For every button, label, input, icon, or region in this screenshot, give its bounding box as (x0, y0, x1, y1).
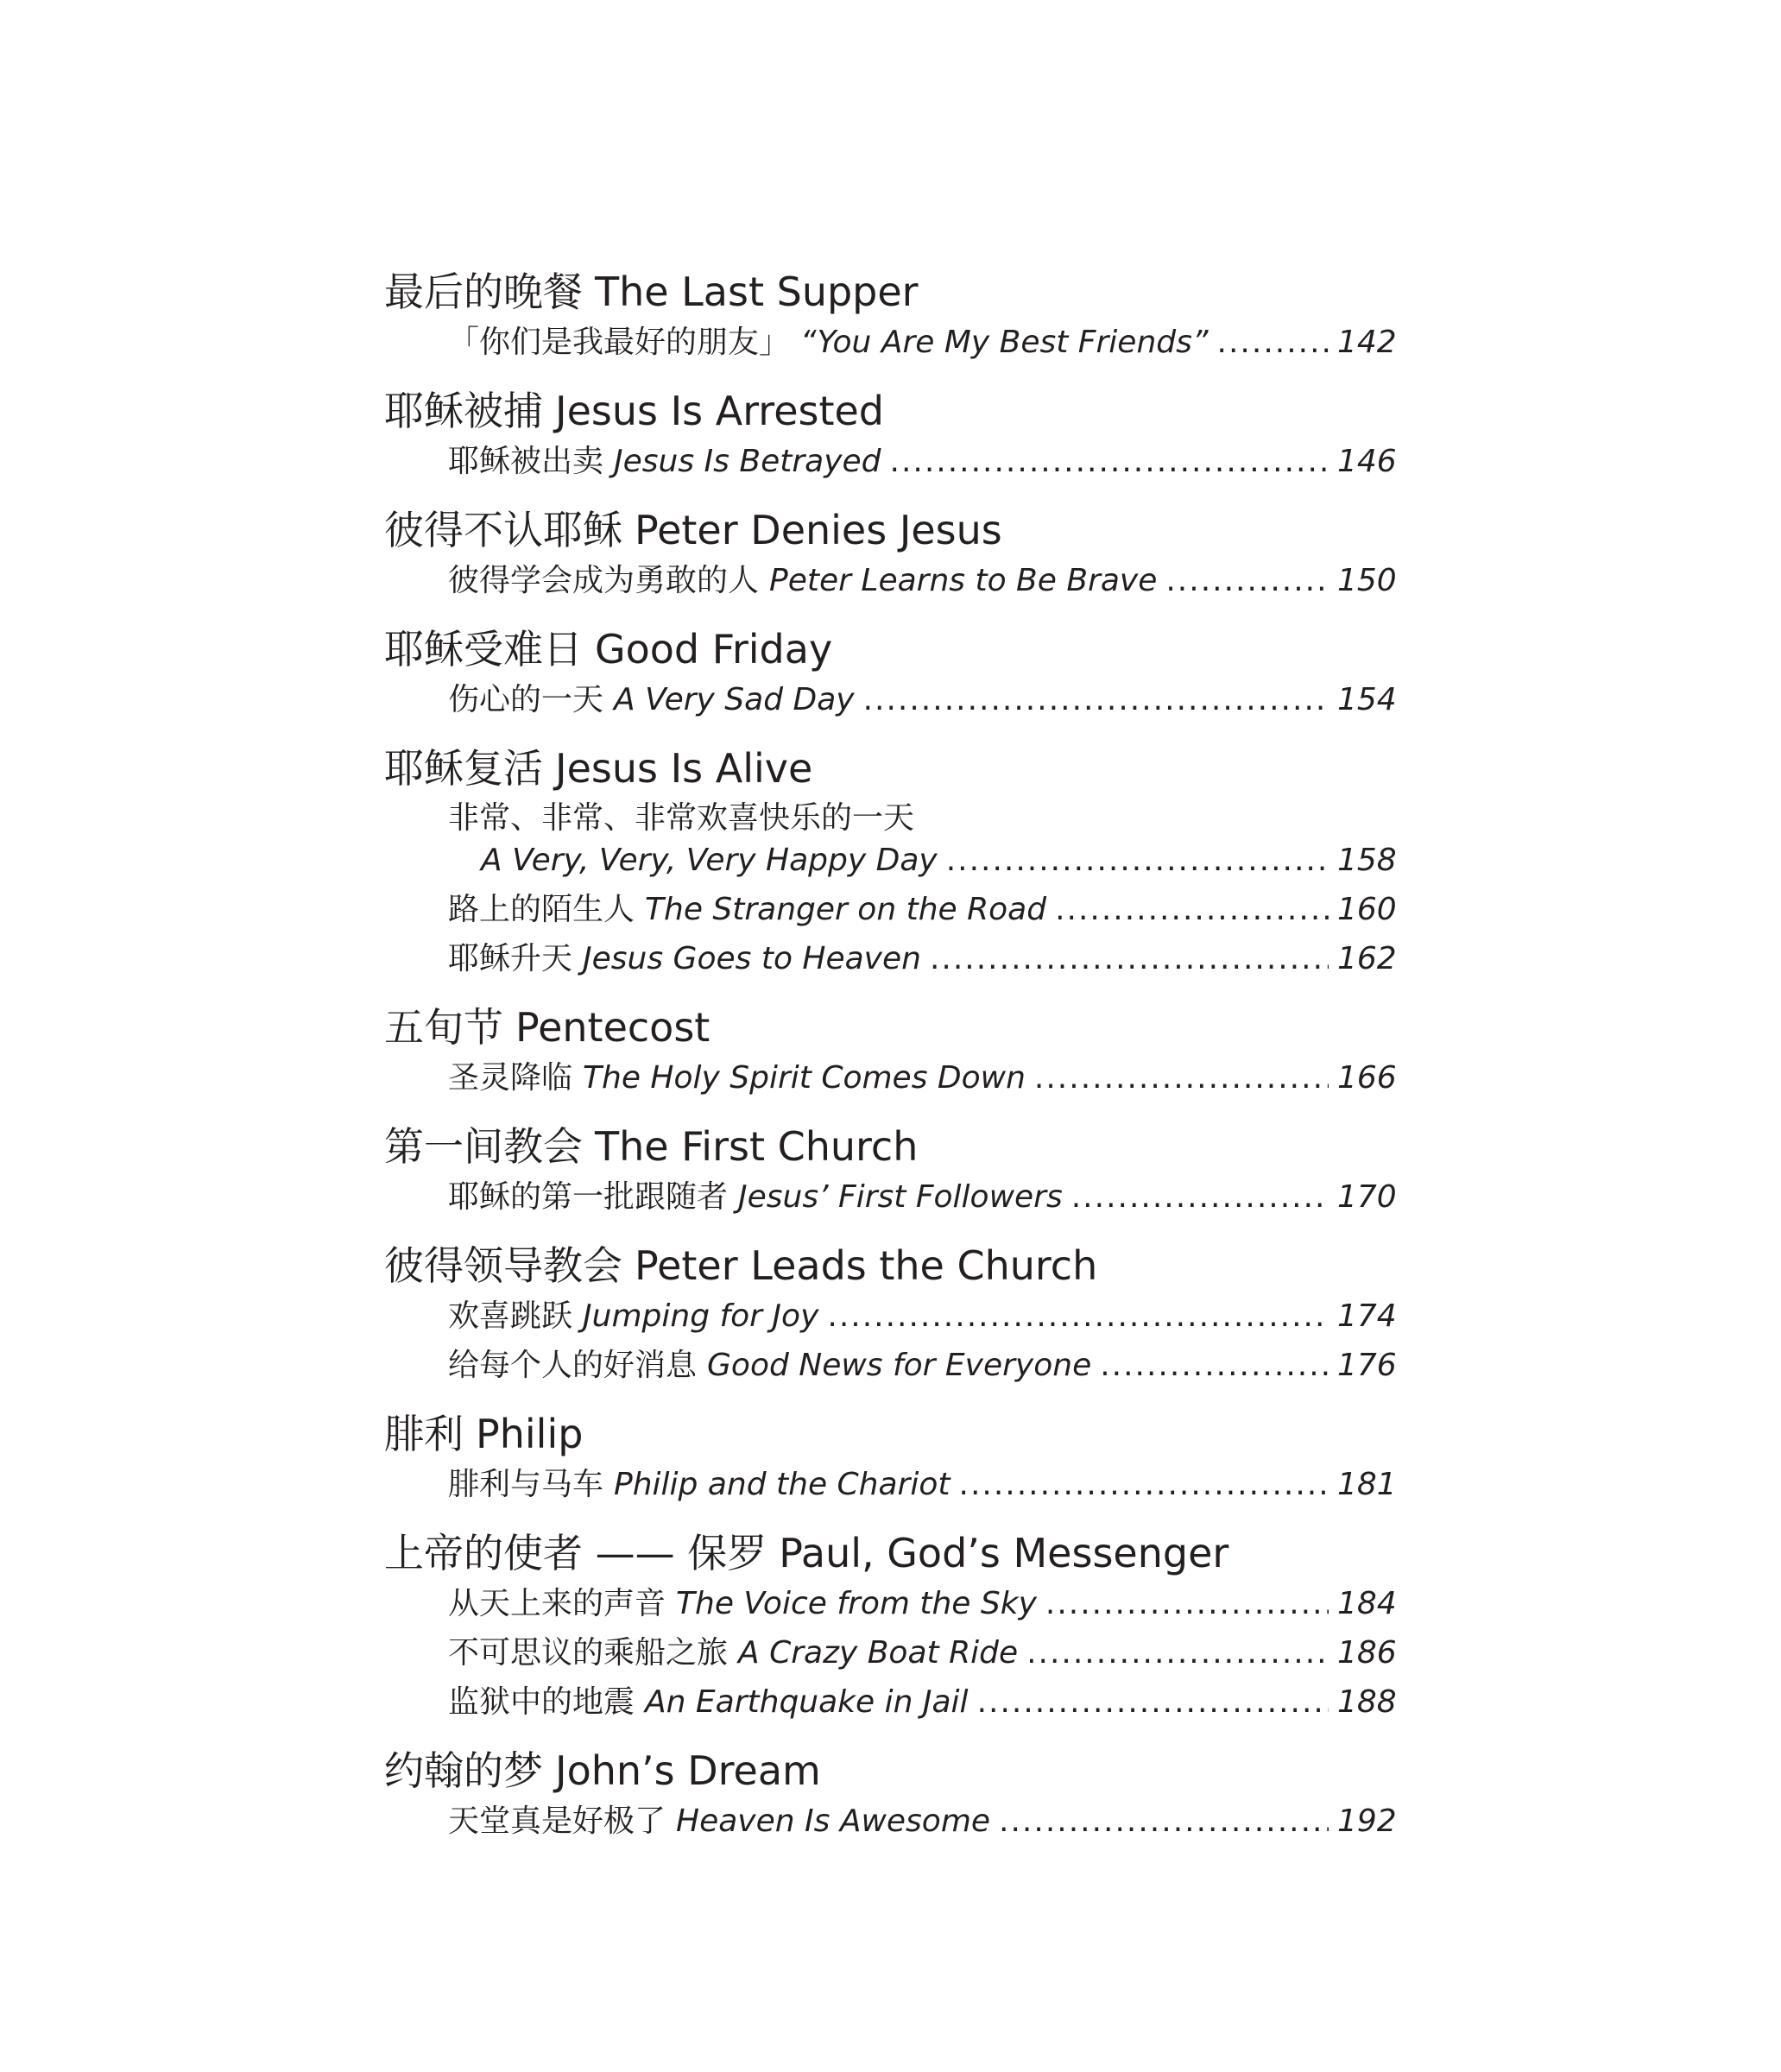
section-title-zh: 彼得不认耶稣 (384, 507, 622, 553)
section-title-zh: 最后的晚餐 (384, 268, 583, 315)
section-title (384, 1122, 1394, 1171)
toc-section (384, 1747, 1397, 1842)
dot-leader (863, 679, 1329, 721)
toc-entry[interactable] (384, 1582, 1397, 1625)
section-title (384, 1747, 1394, 1795)
section-title-zh: 上帝的使者 —— 保罗 (384, 1530, 767, 1576)
page-number: 146 (1337, 444, 1397, 479)
toc-entry[interactable] (384, 839, 1397, 881)
dot-leader (827, 1295, 1329, 1337)
dot-leader (959, 1463, 1329, 1506)
section-title-en: Jesus Is Alive (555, 745, 813, 792)
toc-section (384, 1122, 1397, 1218)
section-title-en: Philip (476, 1411, 584, 1457)
page-number: 166 (1337, 1060, 1397, 1096)
section-title (384, 1529, 1394, 1577)
page-number: 160 (1337, 892, 1397, 927)
entry-title-en: Heaven Is Awesome (676, 1804, 991, 1839)
dot-leader (1026, 1632, 1329, 1674)
section-title-en: Peter Denies Jesus (635, 507, 1002, 553)
section-title-en: The Last Supper (595, 268, 919, 315)
entry-title-en: A Very, Very, Very Happy Day (481, 843, 938, 878)
entry-title-en: The Voice from the Sky (676, 1586, 1037, 1621)
entry-title-zh: 路上的陌生人 (448, 892, 635, 927)
dot-leader (946, 839, 1329, 881)
section-title-en: Paul, God’s Messenger (779, 1530, 1229, 1576)
entry-title-zh: 耶稣升天 (448, 941, 573, 976)
toc-entry[interactable] (384, 1176, 1397, 1218)
entry-title-en: A Very Sad Day (614, 682, 855, 717)
page-number: 162 (1337, 941, 1397, 976)
page-number: 158 (1337, 843, 1397, 878)
toc-entry[interactable] (384, 1463, 1397, 1506)
entry-title-zh: 不可思议的乘船之旅 (448, 1635, 729, 1671)
toc-entry[interactable] (384, 938, 1397, 980)
entry-title-en: Peter Learns to Be Brave (769, 563, 1158, 598)
dot-leader (1071, 1176, 1329, 1218)
toc-entry[interactable] (384, 440, 1397, 483)
toc-entry[interactable] (384, 321, 1397, 363)
section-title (384, 387, 1394, 435)
section-title-zh: 腓利 (384, 1411, 464, 1457)
page-number: 174 (1337, 1298, 1397, 1334)
section-title-en: Pentecost (515, 1004, 711, 1051)
entry-title-zh: 给每个人的好消息 (448, 1348, 698, 1383)
dot-leader (1100, 1344, 1329, 1387)
toc-entry[interactable] (384, 888, 1397, 931)
entry-title-en: Jesus’ First Followers (738, 1179, 1063, 1215)
dot-leader (1055, 888, 1329, 931)
toc-entry[interactable] (384, 1295, 1397, 1337)
dot-leader (890, 440, 1329, 483)
dot-leader (1034, 1057, 1329, 1099)
entry-title-zh: 监狱中的地震 (448, 1684, 635, 1720)
toc-section (384, 1410, 1397, 1506)
dot-leader (930, 938, 1329, 980)
section-title-zh: 彼得领导教会 (384, 1242, 622, 1289)
dot-leader (999, 1800, 1329, 1842)
entry-title-zh: 腓利与马车 (448, 1467, 604, 1502)
entry-title-en: Jesus Is Betrayed (614, 444, 881, 479)
toc-entry[interactable] (384, 1681, 1397, 1723)
section-title-en: Peter Leads the Church (635, 1242, 1098, 1289)
section-title-en: Good Friday (595, 626, 833, 673)
entry-title-zh: 天堂真是好极了 (448, 1804, 666, 1839)
dot-leader (1165, 559, 1329, 602)
section-title (384, 1003, 1394, 1052)
entry-title-zh: 圣灵降临 (448, 1060, 573, 1096)
entry-title-en: Good News for Everyone (707, 1348, 1092, 1383)
entry-title-en: The Holy Spirit Comes Down (583, 1060, 1026, 1096)
entry-title-en: “You Are My Best Friends” (800, 325, 1209, 360)
page-number: 176 (1337, 1348, 1397, 1383)
toc-section (384, 1241, 1397, 1387)
entry-title-en: Jesus Goes to Heaven (583, 941, 921, 976)
section-title-zh: 耶稣复活 (384, 745, 543, 792)
entry-title-zh: 伤心的一天 (448, 682, 604, 717)
toc-entry[interactable] (384, 559, 1397, 602)
toc-section (384, 506, 1397, 602)
entry-title-en: Philip and the Chariot (614, 1467, 950, 1502)
section-title (384, 268, 1394, 316)
page-number: 188 (1337, 1684, 1397, 1720)
entry-title-zh: 彼得学会成为勇敢的人 (448, 563, 760, 598)
section-title (384, 506, 1394, 554)
section-title (384, 1410, 1394, 1458)
section-title-zh: 耶稣被捕 (384, 388, 543, 434)
page-number: 192 (1337, 1804, 1397, 1839)
toc-entry[interactable] (384, 1344, 1397, 1387)
entry-title-en: A Crazy Boat Ride (738, 1635, 1019, 1671)
toc-entry[interactable] (384, 1057, 1397, 1099)
dot-leader (977, 1681, 1329, 1723)
page-number: 184 (1337, 1586, 1397, 1621)
toc-section (384, 268, 1397, 363)
toc-section (384, 1529, 1397, 1723)
dot-leader (1217, 321, 1329, 363)
section-title-en: Jesus Is Arrested (555, 388, 885, 434)
toc-section (384, 387, 1397, 483)
section-title (384, 1241, 1394, 1290)
section-title-zh: 约翰的梦 (384, 1747, 543, 1794)
toc-section (384, 625, 1397, 721)
toc-entry[interactable] (384, 679, 1397, 721)
entry-title-zh: 「你们是我最好的朋友」 (448, 325, 791, 360)
dot-leader (1045, 1582, 1329, 1625)
entry-title-zh: 从天上来的声音 (448, 1586, 666, 1621)
entry-title-en: Jumping for Joy (583, 1298, 819, 1334)
page-number: 154 (1337, 682, 1397, 717)
page-number: 181 (1337, 1467, 1397, 1502)
toc-section (384, 1003, 1397, 1099)
section-title (384, 744, 1394, 793)
section-title-zh: 耶稣受难日 (384, 626, 583, 673)
toc-entry[interactable] (384, 1632, 1397, 1674)
page-number: 142 (1337, 325, 1397, 360)
entry-title-zh[interactable]: 非常、非常、非常欢喜快乐的一天 (448, 800, 915, 836)
entry-title-en: The Stranger on the Road (645, 892, 1047, 927)
section-title (384, 625, 1394, 673)
entry-title-zh: 耶稣被出卖 (448, 444, 604, 479)
section-title-en: The First Church (595, 1123, 919, 1170)
entry-title-zh: 耶稣的第一批跟随者 (448, 1179, 729, 1215)
page-number: 150 (1337, 563, 1397, 598)
toc-section (384, 744, 1397, 980)
table-of-contents (384, 268, 1397, 1853)
entry-title-en: An Earthquake in Jail (645, 1684, 969, 1720)
entry-title-zh: 欢喜跳跃 (448, 1298, 573, 1334)
page-number: 186 (1337, 1635, 1397, 1671)
toc-entry[interactable] (384, 1800, 1397, 1842)
section-title-zh: 五旬节 (384, 1004, 503, 1051)
page-number: 170 (1337, 1179, 1397, 1215)
section-title-zh: 第一间教会 (384, 1123, 583, 1170)
section-title-en: John’s Dream (555, 1747, 821, 1794)
